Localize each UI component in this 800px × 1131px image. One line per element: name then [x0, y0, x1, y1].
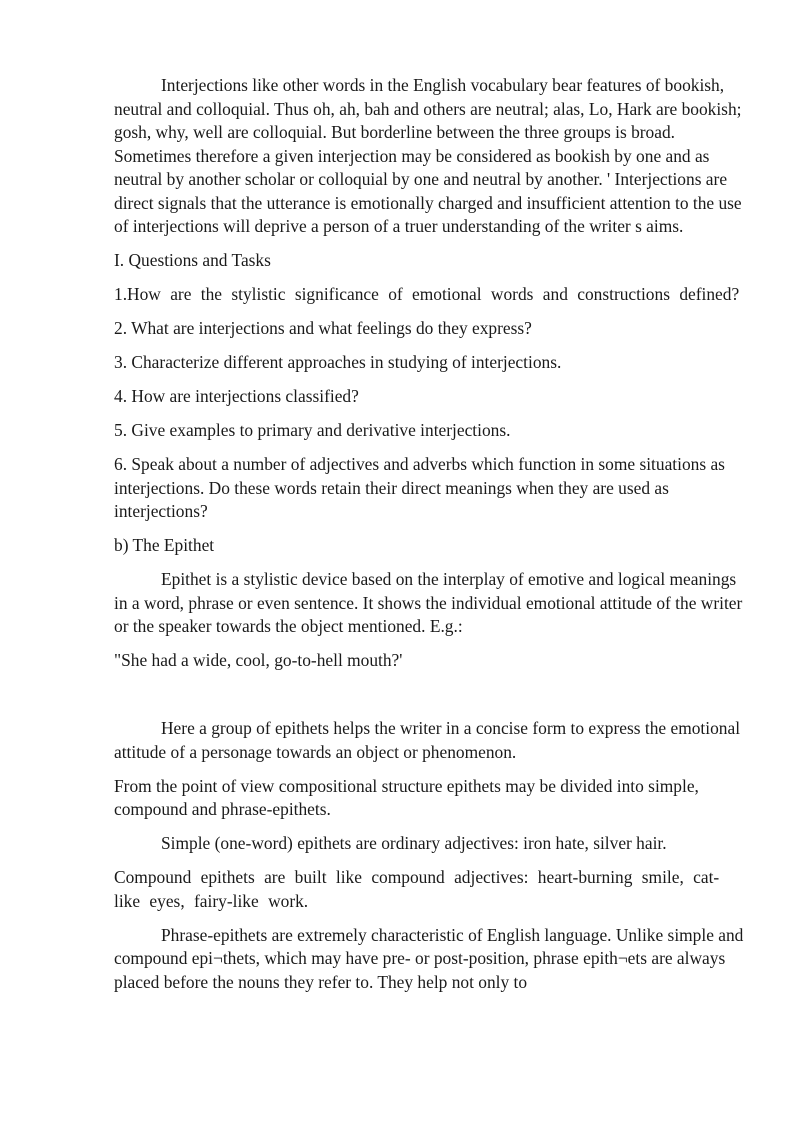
- blank-space: [114, 683, 744, 717]
- question-2: 2. What are interjections and what feelings do they express?: [114, 318, 532, 338]
- paragraph-phrase-epithets: Phrase-epithets are extremely characteristic of English language. Unlike simple and compound epi¬thets, which may have pre- or post-position, phrase epith¬ets are always placed before the nouns they refer to. They help not only to: [114, 924, 744, 992]
- subheading-epithet: b) The Epithet: [114, 535, 215, 555]
- example-quote: "She had a wide, cool, go-to-hell mouth?': [114, 650, 403, 670]
- question-5: 5. Give examples to primary and derivative interjections.: [114, 420, 511, 440]
- paragraph-group-of-epithets: Here a group of epithets helps the writer in a concise form to express the emotional attitude of a personage towards an object or phenomenon.: [114, 718, 741, 762]
- question-6: 6. Speak about a number of adjectives and adverbs which function in some situations as interjections. Do these words retain their direct meanings when they are used as interjections?: [114, 454, 725, 521]
- paragraph-interjections-intro: Interjections like other words in the English vocabulary bear features of bookish, neutral and colloquial. Thus oh, ah, bah and others are neutral; alas, Lo, Hark are bookish; gosh, why, well are colloquial. But borderline between the three groups is broad. Sometimes therefore a given interjection may be considered as bookish by one and as neutral by another scholar or colloquial by one and neutral by another. ' Interjections are direct signals that the utterance is emotionally charged and insufficient attention to the use of interjections will deprive a person of a truer understanding of the writer s aims.: [114, 75, 742, 236]
- paragraph-simple-epithets: Simple (one-word) epithets are ordinary adjectives: iron hate, silver hair.: [161, 833, 667, 853]
- section-heading-questions: I. Questions and Tasks: [114, 250, 271, 270]
- paragraph-compositional-structure: From the point of view compositional structure epithets may be divided into simple, compound and phrase-epithets.: [114, 775, 699, 819]
- paragraph-compound-epithets: Compound epithets are built like compound adjectives: heart-burning smile, cat-like eyes, fairy-like work.: [114, 867, 720, 911]
- question-1: 1.How are the stylistic significance of emotional words and constructions defined?: [114, 284, 740, 304]
- document-page: [114, 74, 744, 1005]
- question-3: 3. Characterize different approaches in studying of interjections.: [114, 352, 562, 372]
- paragraph-epithet-definition: Epithet is a stylistic device based on the interplay of emotive and logical meanings in a word, phrase or even sentence. It shows the individual emotional attitude of the writer or the speaker towards the object mentioned. E.g.:: [114, 569, 743, 636]
- question-4: 4. How are interjections classified?: [114, 386, 359, 406]
